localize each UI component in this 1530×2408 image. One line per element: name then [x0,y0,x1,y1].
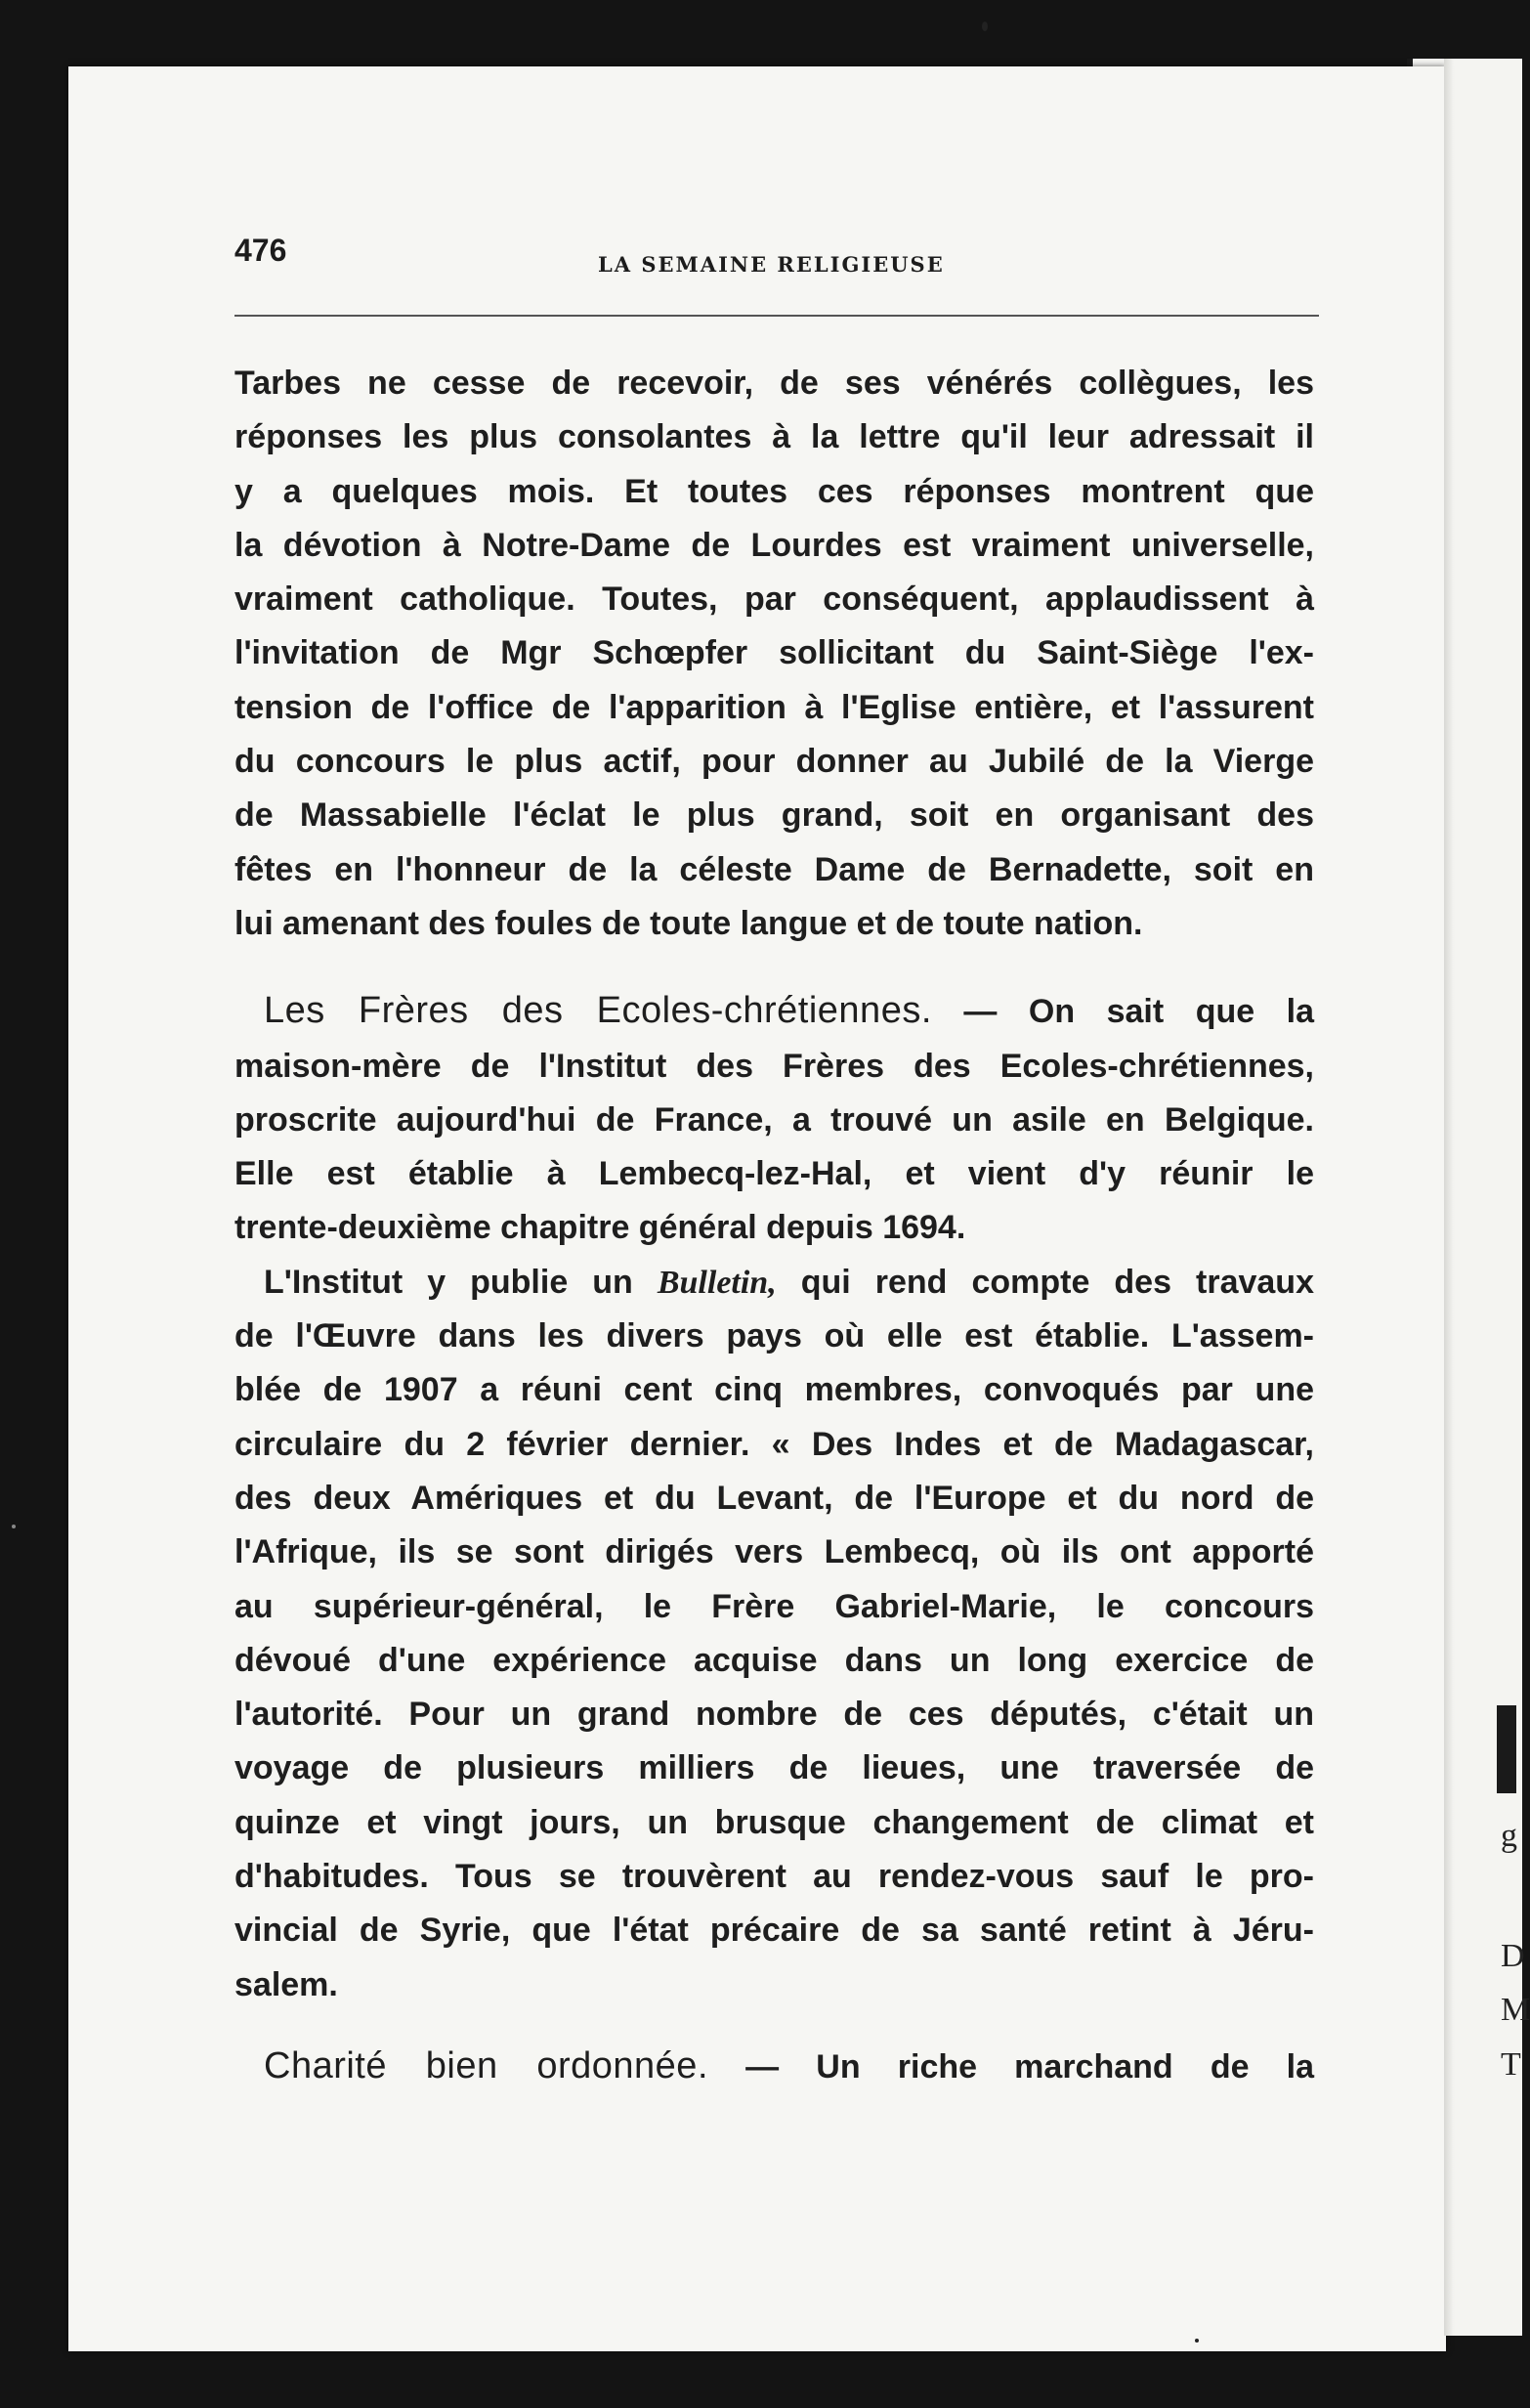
text-line: quinze et vingt jours, un brusque changement de climat et [234,1803,1314,1841]
adjacent-page-fragment: g [1501,1818,1517,1854]
text-line: vincial de Syrie, que l'état précaire de sa santé retint à Jéru- [234,1912,1314,1950]
text-line: maison-mère de l'Institut des Frères des Ecoles-chrétiennes, [234,1047,1314,1085]
scan-speck [1195,2339,1199,2343]
text-line: blée de 1907 a réuni cent cinq membres, convoqués par une [234,1371,1314,1409]
text-line: de Massabielle l'éclat le plus grand, soit en organisant des [234,796,1314,835]
text-line: d'habitudes. Tous se trouvèrent au rendez-vous sauf le pro- [234,1858,1314,1896]
adjacent-page-fragment: T [1501,2046,1521,2083]
text-line: du concours le plus actif, pour donner au Jubilé de la Vierge [234,743,1314,781]
scan-speck [12,1525,16,1528]
page-number: 476 [234,233,287,268]
text-line: salem. [234,1965,338,2003]
running-title: LA SEMAINE RELIGIEUSE [598,252,945,277]
paragraph-lourdes [234,357,1314,951]
header-rule [234,315,1319,317]
text-line: dévoué d'une expérience acquise dans un long exercice de [234,1641,1314,1679]
section-heading-line [234,2040,1314,2094]
text-line: trente-deuxième chapitre général depuis 1694. [234,1209,966,1247]
text-fragment: qui rend compte des travaux [800,1263,1314,1301]
section-charite [234,2040,1314,2094]
text-line: tension de l'office de l'apparition à l'Eglise entière, et l'assurent [234,688,1314,726]
scan-speck [982,22,988,31]
text-line: l'Afrique, ils se sont dirigés vers Lembecq, où ils ont apporté [234,1533,1314,1571]
section-freres [234,984,1314,1255]
text-fragment: L'Institut y publie un [264,1263,633,1301]
text-line: au supérieur-général, le Frère Gabriel-Marie, le concours [234,1587,1314,1625]
adjacent-page-fragment: M [1501,1992,1530,2028]
text-line: Tarbes ne cesse de recevoir, de ses vénérés collègues, les [234,365,1314,402]
text-line: de l'Œuvre dans les divers pays où elle est établie. L'assem- [234,1317,1314,1355]
text-line: vraiment catholique. Toutes, par conséquent, applaudissent à [234,580,1314,619]
text-line: Elle est établie à Lembecq-lez-Hal, et vient d'y réunir le [234,1155,1314,1193]
text-fragment: — On sait que la [963,993,1314,1031]
page-header [234,233,1319,291]
text-line: l'autorité. Pour un grand nombre de ces députés, c'était un [234,1696,1314,1734]
text-line: lui amenant des foules de toute langue et de toute nation. [234,904,1143,942]
page-gutter-shadow [1444,59,1454,2336]
text-line: la dévotion à Notre-Dame de Lourdes est vraiment universelle, [234,526,1314,564]
text-line: circulaire du 2 février dernier. « Des Indes et de Madagascar, [234,1425,1314,1463]
text-line: voyage de plusieurs milliers de lieues, une traversée de [234,1749,1314,1787]
text-line: proscrite aujourd'hui de France, a trouvé un asile en Belgique. [234,1100,1314,1139]
text-fragment: — Un riche marchand de la [745,2047,1314,2086]
paragraph-institut [234,1256,1314,2012]
text-line [234,1256,1314,1310]
section-title: Charité bien ordonnée. [264,2044,708,2086]
text-line: fêtes en l'honneur de la céleste Dame de Bernadette, soit en [234,850,1314,888]
article-body [234,357,1314,2094]
section-title: Les Frères des Ecoles-chrétiennes. [264,990,932,1032]
italic-title: Bulletin, [657,1264,777,1301]
text-line: l'invitation de Mgr Schœpfer sollicitant du Saint-Siège l'ex- [234,634,1314,672]
text-line: y a quelques mois. Et toutes ces réponses montrent que [234,472,1314,510]
adjacent-page-dark-mark [1497,1705,1516,1793]
text-line: des deux Amériques et du Levant, de l'Europe et du nord de [234,1479,1314,1517]
text-line: réponses les plus consolantes à la lettre qu'il leur adressait il [234,418,1314,456]
section-heading-line [234,984,1314,1039]
adjacent-page-fragment: D [1501,1938,1525,1974]
